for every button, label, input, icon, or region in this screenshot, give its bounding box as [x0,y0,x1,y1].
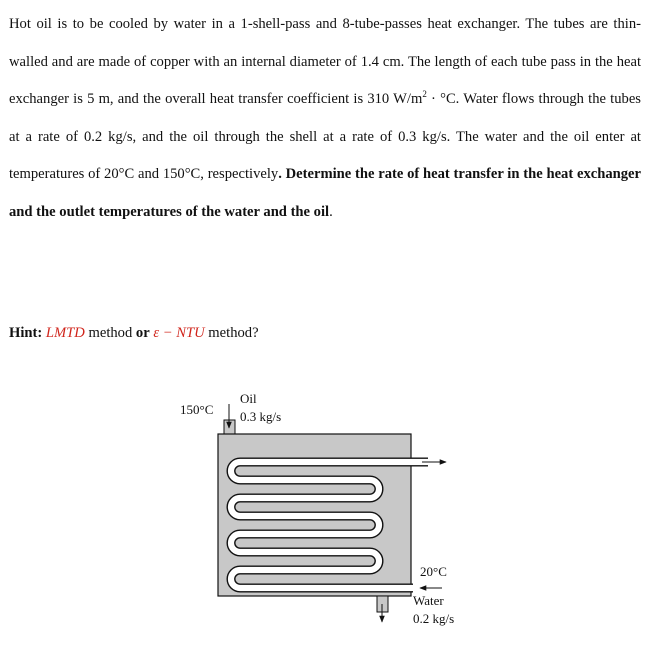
oil-label: Oil [240,391,257,406]
hint-or: or [135,325,150,341]
hint-method-ntu: ε − NTU [153,325,205,341]
problem-end: . [329,203,333,220]
water-label: Water [413,593,444,608]
superscript-2: 2 [422,89,427,100]
hint-text-1: method [84,325,136,341]
water-flow-rate: 0.2 kg/s [413,611,455,626]
hint-line [9,325,259,342]
hint-label: Hint: [9,325,43,341]
oil-flow-rate: 0.3 kg/s [240,409,282,424]
heat-exchanger-diagram [170,382,490,642]
problem-text-1: Hot oil is to be cooled by water in a 1-shell-pass and 8-tube-passes heat exchanger. The tubes are thin-walled and are made of copper with an internal diameter of 1.4 cm. The length of each tube pass in the heat exchanger is 5 m, and the overall heat transfer coefficient is 310 W/m [9,16,641,108]
water-inlet-temp: 20°C [420,564,447,579]
hint-method-lmtd: LMTD [45,325,85,341]
problem-text-2: · °C. Water flows through the tubes at a rate of 0.2 kg/s, and the oil through the shell at a rate of 0.3 kg/s. The water and the oil enter at temperatures of 20°C and 150°C, respectively [9,91,641,183]
oil-inlet-temp: 150°C [180,402,214,417]
hint-text-2: method? [204,325,259,341]
problem-statement [9,6,641,232]
problem-task-bold: . Determine the rate of heat transfer in the heat exchanger and the outlet temperatures of the water and the oil [9,166,641,220]
